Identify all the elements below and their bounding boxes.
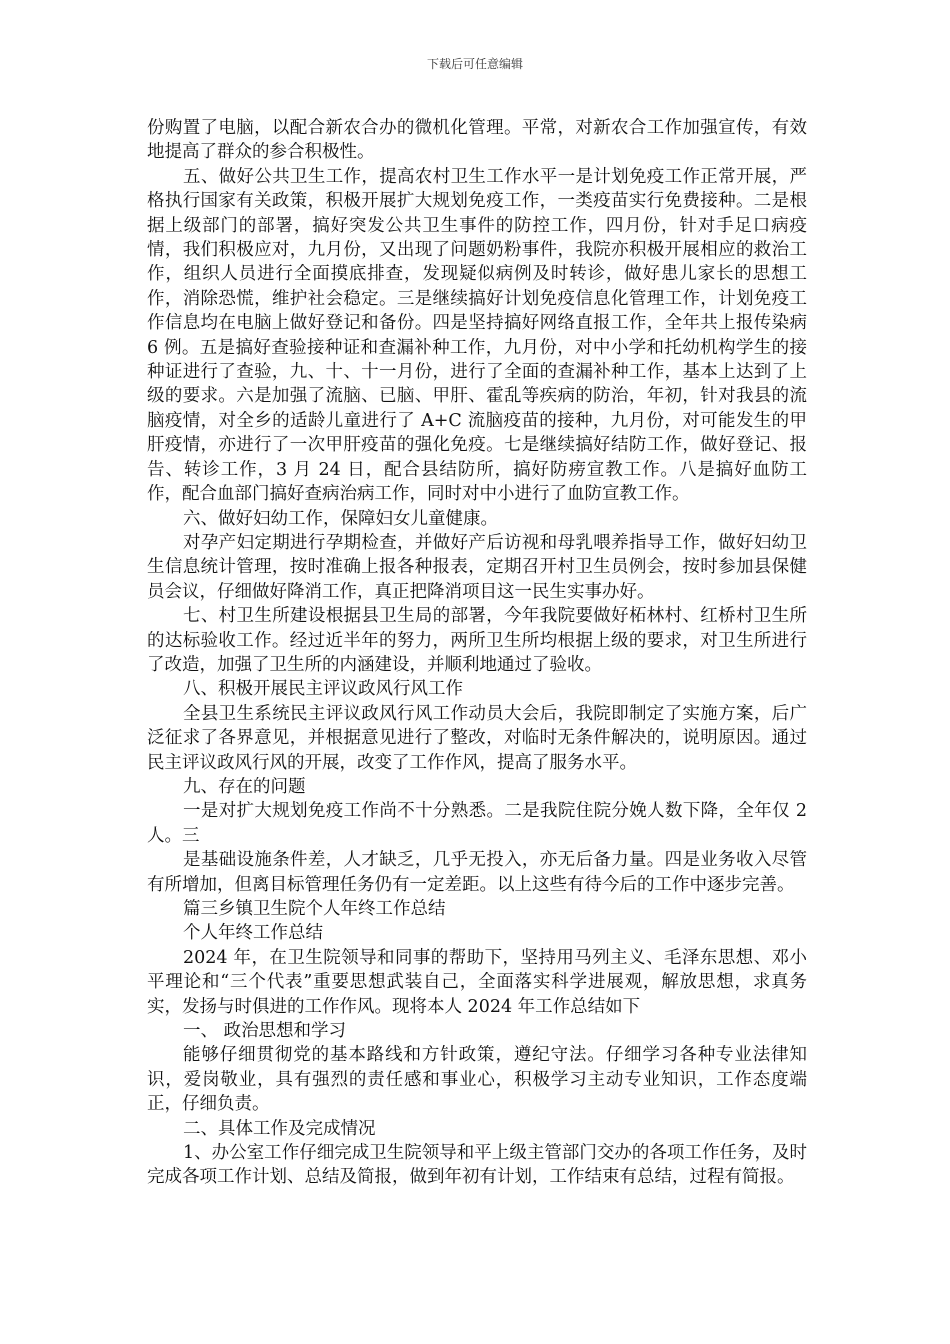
paragraph: 1、办公室工作仔细完成卫生院领导和平上级主管部门交办的各项工作任务，及时完成各项工作计划、总结及简报，做到年初有计划，工作结束有总结，过程有简报。 [147, 1143, 807, 1188]
paragraph: 个人年终工作总结 [183, 923, 323, 944]
paragraph: 六、做好妇幼工作，保障妇女儿童健康。 [183, 508, 498, 529]
paragraph: 篇三乡镇卫生院个人年终工作总结 [183, 899, 446, 919]
paragraph: 七、村卫生所建设根据县卫生局的部署，今年我院要做好柘林村、红桥村卫生所的达标验收工作。经过近半年的努力，两所卫生所均根据上级的要求，对卫生所进行了改造，加强了卫生所的内涵建设，并顺利地通过了验收。 [147, 606, 807, 675]
paragraph: 八、积极开展民主评议政风行风工作 [183, 679, 463, 700]
paragraph: 九、存在的问题 [183, 776, 306, 797]
paragraph: 一是对扩大规划免疫工作尚不十分熟悉。二是我院住院分娩人数下降，全年仅 2 人。三 [147, 801, 807, 846]
paragraph: 五、做好公共卫生工作，提高农村卫生工作水平一是计划免疫工作正常开展，严格执行国家有关政策，积极开展扩大规划免疫工作，一类疫苗实行免费接种。二是根据上级部门的部署，搞好突发公共卫生事件的防控工作，四月份，针对手足口病疫情，我们积极应对，九月份，又出现了问题奶粉事件，我院亦积极开展相应的救治工作，组织人员进行全面摸底排查，发现疑似病例及时转诊，做好患儿家长的思想工作，消除恐慌，维护社会稳定。三是继续搞好计划免疫信息化管理工作，计划免疫工作信息均在电脑上做好登记和备份。四是坚持搞好网络直报工作，全年共上报传染病 6 例。五是搞好查验接种证和查漏补种工作，九月份，对中小学和托幼机构学生的接种证进行了查验，九、十、十一月份，进行了全面的查漏补种工作，基本上达到了上级的要求。六是加强了流脑、已脑、甲肝、霍乱等疾病的防治，年初，针对我县的流脑疫情，对全乡的适龄儿童进行了 A+C 流脑疫苗的接种，九月份，对可能发生的甲肝疫情，亦进行了一次甲肝疫苗的强化免疫。七是继续搞好结防工作，做好登记、报告、转诊工作，3 月 24 日，配合县结防所，搞好防痨宣教工作。八是搞好血防工作，配合血部门搞好查病治病工作，同时对中小进行了血防宣教工作。 [147, 166, 807, 505]
paragraph: 份购置了电脑，以配合新农合办的微机化管理。平常，对新农合工作加强宣传，有效地提高了群众的参合积极性。 [147, 118, 807, 163]
paragraph: 一、 政治思想和学习 [183, 1021, 347, 1042]
paragraph: 2024 年，在卫生院领导和同事的帮助下，坚持用马列主义、毛泽东思想、邓小平理论和“三个代表”重要思想武装自己，全面落实科学进展观，解放思想，求真务实，发扬与时俱进的工作作风。现将本人 2024 年工作总结如下 [147, 947, 807, 1017]
document-body [147, 116, 807, 1190]
paragraph: 全县卫生系统民主评议政风行风工作动员大会后，我院即制定了实施方案，后广泛征求了各界意见，并根据意见进行了整改，对临时无条件解决的，说明原因。通过民主评议政风行风的开展，改变了工作作风，提高了服务水平。 [147, 703, 807, 773]
paragraph: 二、具体工作及完成情况 [183, 1118, 376, 1139]
page-header: 下载后可任意编辑 [426, 57, 523, 71]
paragraph: 对孕产妇定期进行孕期检查，并做好产后访视和母乳喂养指导工作，做好妇幼卫生信息统计管理，按时准确上报各种报表，定期召开村卫生员例会，按时参加县保健员会议，仔细做好降消工作，真正把降消项目这一民生实事办好。 [147, 532, 807, 602]
paragraph: 是基础设施条件差，人才缺乏，几乎无投入，亦无后备力量。四是业务收入尽管有所增加，但离目标管理任务仍有一定差距。以上这些有待今后的工作中逐步完善。 [147, 850, 807, 895]
paragraph: 能够仔细贯彻党的基本路线和方针政策，遵纪守法。仔细学习各种专业法律知识，爱岗敬业，具有强烈的责任感和事业心，积极学习主动专业知识，工作态度端正，仔细负责。 [147, 1045, 807, 1115]
